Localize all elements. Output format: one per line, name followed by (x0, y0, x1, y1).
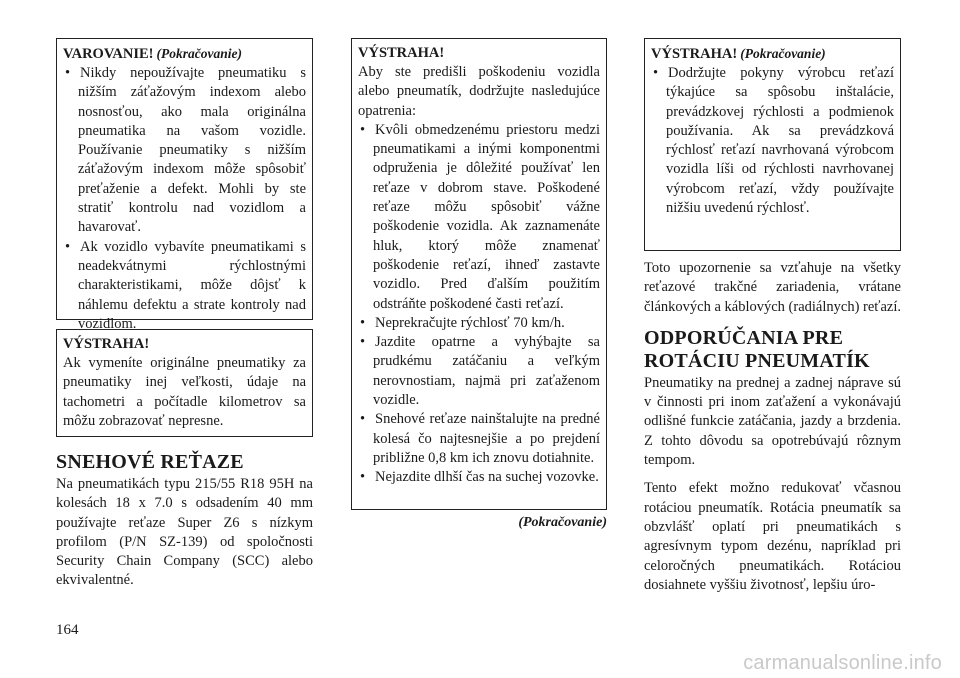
body-paragraph: Toto upozornenie sa vzťahuje na všetky reťazové trakčné zariadenia, vrátane článkových a káblových (radiálnych) reťazí. (644, 260, 902, 315)
section-heading: SNEHOVÉ REŤAZE (56, 451, 244, 473)
watermark: carmanualsonline.info (743, 652, 942, 674)
column-left (56, 38, 313, 591)
list-item: • Dodržujte pokyny výrobcu reťazí týkajúce sa spôsobu inštalácie, prevádzkovej rýchlosti a podmienok používania. Ak sa prevádzková rýchlosť reťazí navrhovaná výrobcom vozidla líši od rýchlosti navrhovanej výrobcom reťazí, vždy používajte nižšiu uvedenú rýchlosť. (651, 64, 894, 218)
list-item: • Neprekračujte rýchlosť 70 km/h. (358, 314, 600, 333)
list-item: • Nikdy nepoužívajte pneumatiku s nižším záťažovým indexom alebo nosnosťou, ako mala originálna pneumatika na vašom vozidle. Používanie pneumatiky s nižším záťažovým indexom môže spôsobiť preťaženie a defekt. Mohli by ste stratiť kontrolu nad vozidlom a havarovať. (63, 64, 306, 238)
list-item: • Jazdite opatrne a vyhýbajte sa prudkému zatáčaniu a veľkým nerovnostiam, najmä pri zaťaženom vozidle. (358, 333, 600, 410)
list-item: • Snehové reťaze nainštalujte na predné kolesá čo najtesnejšie a po prejdení približne 0,8 km ich znovu dotiahnite. (358, 410, 600, 468)
caution-title: VÝSTRAHA! (358, 45, 445, 61)
warning-title: VAROVANIE! (Pokračovanie) (63, 46, 242, 62)
column-right (644, 38, 901, 595)
body-paragraph: Na pneumatikách typu 215/55 R18 95H na kolesách 18 x 7.0 s odsadením 40 mm používajte reťaze Super Z6 s nízkym profilom (P/N SZ-139) od spoločnosti Security Chain Company (SCC) alebo ekvivalentné. (56, 476, 313, 589)
body-paragraph: Tento efekt možno redukovať včasnou rotáciou pneumatík. Rotácia pneumatík sa obzvlášť oplatí pri pneumatikách s agresívnym typom dezénu, napríklad pri celoročných pneumatikách. Rotáciou dosiahnete vyššiu životnosť, lepšiu úro- (644, 480, 901, 593)
list-item: • Ak vozidlo vybavíte pneumatikami s neadekvátnymi rýchlostnými charakteristikami, môže dôjsť k náhlemu defektu a strate kontroly nad vozidlom. (63, 238, 306, 334)
continued-label: (Pokračovanie) (518, 515, 607, 530)
caution-box (351, 38, 607, 510)
caution-title: VÝSTRAHA! (Pokračovanie) (651, 46, 826, 62)
warning-list (63, 64, 306, 334)
column-middle (351, 38, 607, 532)
caution-box (644, 38, 901, 251)
continued-note: (Pokračovanie) (740, 46, 826, 61)
caution-text: Ak vymeníte originálne pneumatiky za pneumatiky inej veľkosti, údaje na tachometri a počítadle kilometrov sa môžu zobrazovať nepresne. (63, 355, 306, 429)
warning-box (56, 38, 313, 332)
caution-intro: Aby ste predišli poškodeniu vozidla alebo pneumatík, dodržujte nasledujúce opatrenia: (358, 64, 600, 119)
list-item: • Kvôli obmedzenému priestoru medzi pneumatikami a inými komponentmi odpruženia je dôležité používať len reťaze v dobrom stave. Poškodené reťaze môžu spôsobiť vážne poškodenie vozidla. Ak zaznamenáte hluk, ktorý môže znamenať poškodenie reťazí, ihneď zastavte vozidlo. Pred ďalším použitím odstráňte poškodené časti reťazí. (358, 121, 600, 314)
section-heading: ODPORÚČANIA PRE ROTÁCIU PNEUMATÍK (644, 326, 870, 372)
caution-box (56, 329, 313, 437)
continued-note: (Pokračovanie) (156, 46, 242, 61)
list-item: • Nejazdite dlhší čas na suchej vozovke. (358, 468, 600, 487)
caution-list (651, 64, 894, 218)
caution-list (358, 121, 600, 488)
page-number: 164 (56, 622, 79, 638)
body-paragraph: Pneumatiky na prednej a zadnej náprave sú v činnosti pri inom zaťažení a vykonávajú odlišné funkcie zatáčania, jazdy a brzdenia. Z tohto dôvodu sa opotrebúvajú rôznym tempom. (644, 374, 901, 469)
caution-title: VÝSTRAHA! (63, 336, 150, 352)
